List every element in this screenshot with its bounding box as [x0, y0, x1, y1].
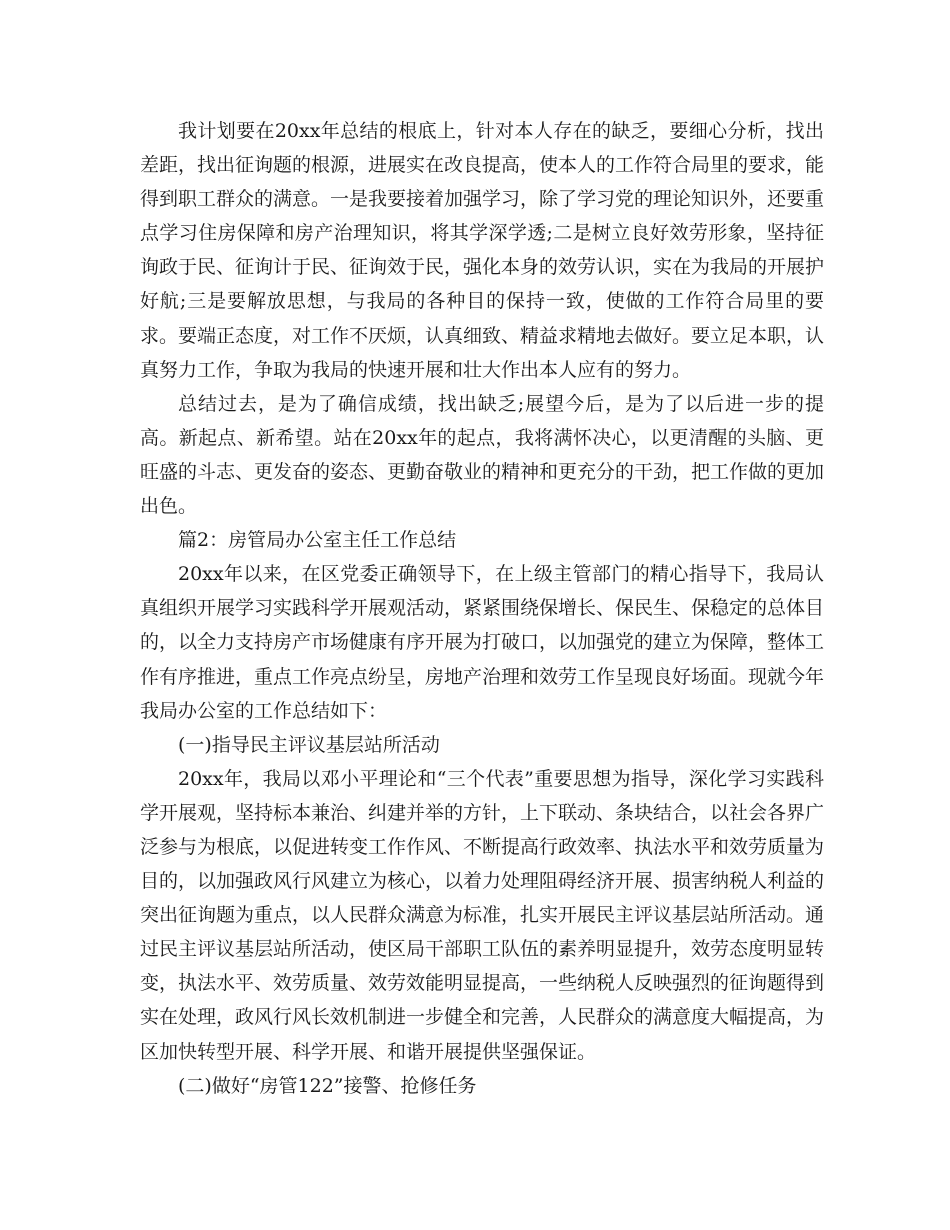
paragraph-evaluation: 20xx年，我局以邓小平理论和“三个代表”重要思想为指导，深化学习实践科学开展观，坚持标本兼治、纠建并举的方针，上下联动、条块结合，以社会各界广泛参与为根底，以促进转变工作作风、不断提高行政效率、执法水平和效劳质量为目的，以加强政风行风建立为核心，以着力处理阻碍经济开展、损害纳税人利益的突出征询题为重点，以人民群众满意为标准，扎实开展民主评议基层站所活动。通过民主评议基层站所活动，使区局干部职工队伍的素养明显提升，效劳态度明显转变，执法水平、效劳质量、效劳效能明显提高，一些纳税人反映强烈的征询题得到实在处理，政风行风长效机制进一步健全和完善，人民群众的满意度大幅提高，为区加快转型开展、科学开展、和谐开展提供坚强保证。	[140, 767, 825, 1063]
paragraph-plan: 我计划要在20xx年总结的根底上，针对本人存在的缺乏，要细心分析，找出差距，找出征询题的根源，进展实在改良提高，使本人的工作符合局里的要求，能得到职工群众的满意。一是我要接着加强学习，除了学习党的理论知识外，还要重点学习住房保障和房产治理知识，将其学深学透;二是树立良好效劳形象，坚持征询政于民、征询计于民、征询效于民，强化本身的效劳认识，实在为我局的开展护好航;三是要解放思想，与我局的各种目的保持一致，使做的工作符合局里的要求。要端正态度，对工作不厌烦，认真细致、精益求精地去做好。要立足本职，认真努力工作，争取为我局的快速开展和壮大作出本人应有的努力。	[140, 120, 825, 381]
paragraph-intro: 20xx年以来，在区党委正确领导下，在上级主管部门的精心指导下，我局认真组织开展学习实践科学开展观活动，紧紧围绕保增长、保民生、保稳定的总体目的，以全力支持房产市场健康有序开展为打破口，以加强党的建立为保障，整体工作有序推进，重点工作亮点纷呈，房地产治理和效劳工作呈现良好场面。现就今年我局办公室的工作总结如下：	[140, 563, 825, 722]
section-title: 篇2：房管局办公室主任工作总结	[178, 529, 457, 552]
subheading-2: (二)做好“房管122”接警、抢修任务	[178, 1074, 477, 1097]
subheading-1: (一)指导民主评议基层站所活动	[178, 733, 440, 756]
document-body	[140, 114, 824, 1103]
paragraph-summary: 总结过去，是为了确信成绩，找出缺乏;展望今后，是为了以后进一步的提高。新起点、新希望。站在20xx年的起点，我将满怀决心，以更清醒的头脑、更旺盛的斗志、更发奋的姿态、更勤奋敬业的精神和更充分的干劲，把工作做的更加出色。	[140, 392, 825, 518]
